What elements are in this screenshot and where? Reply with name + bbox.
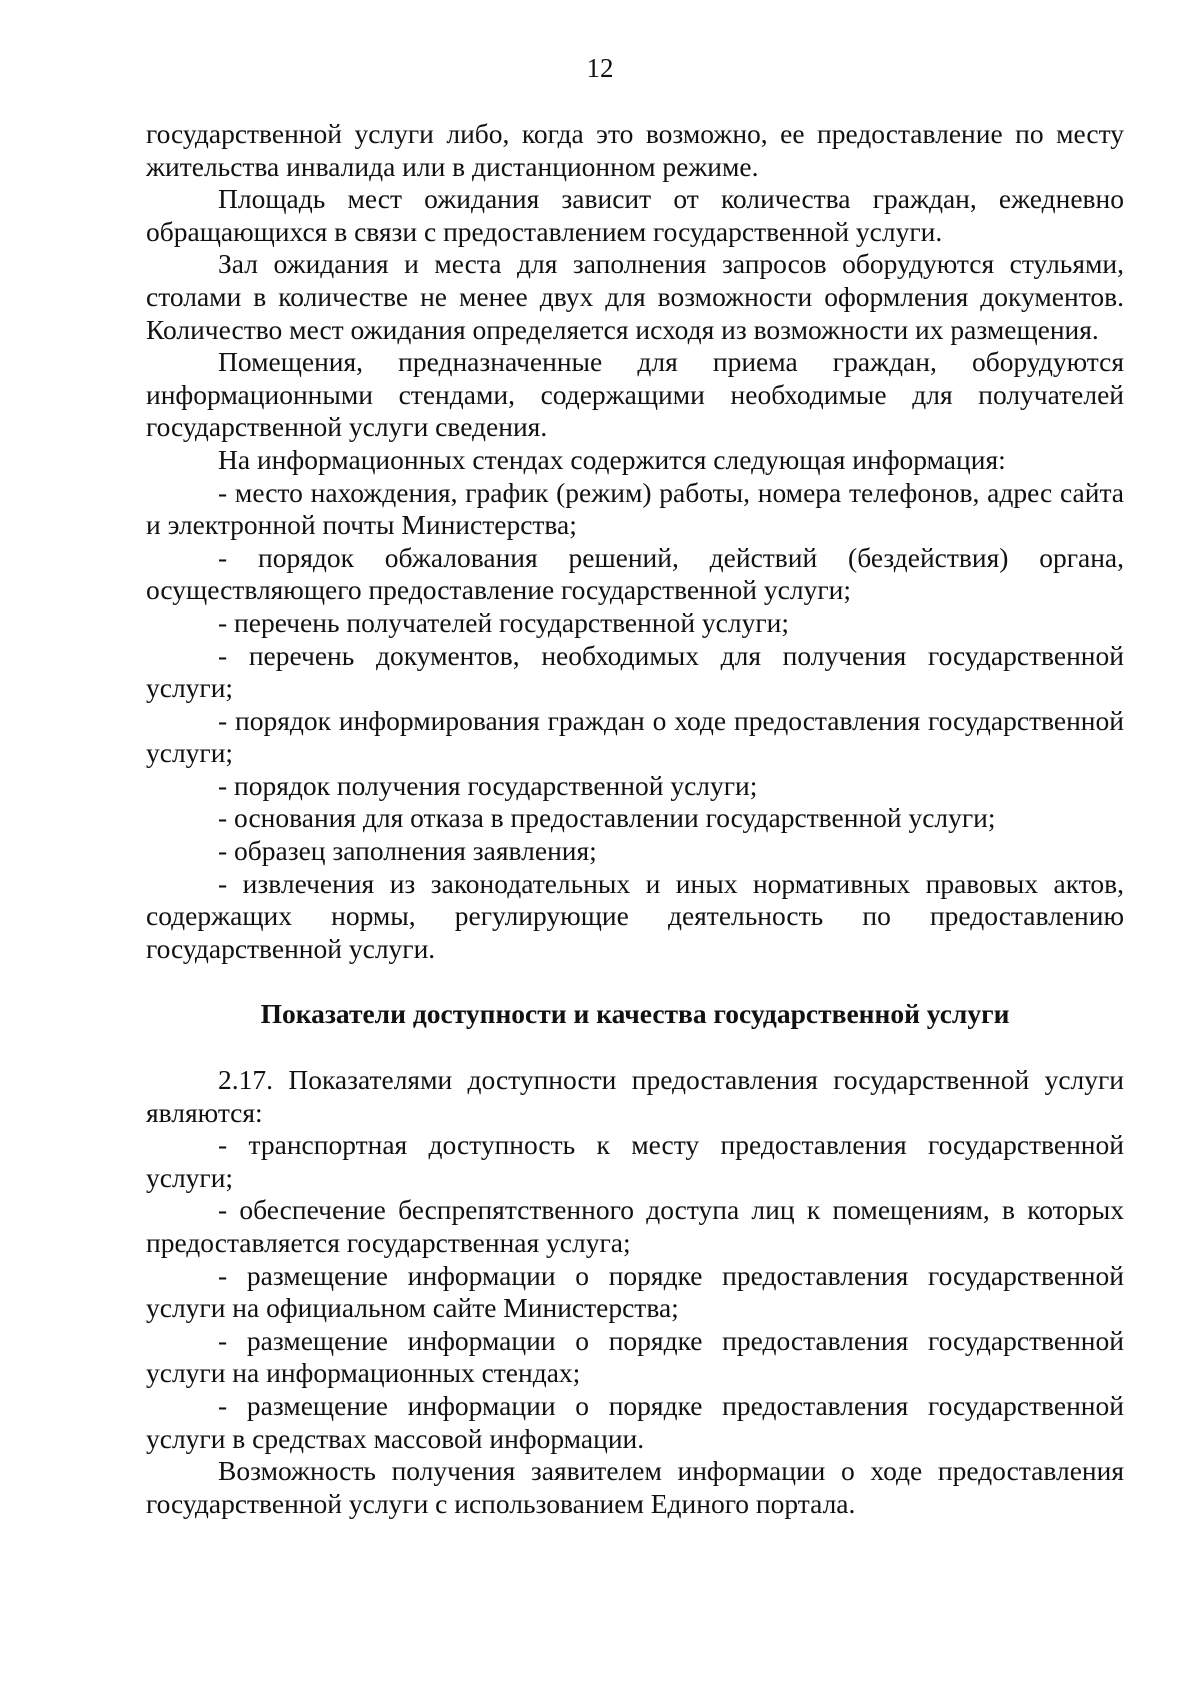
paragraph: государственной услуги либо, когда это возможно, ее предоставление по месту жительства инвалида или в дистанционном режиме. bbox=[146, 118, 1124, 182]
paragraph: - основания для отказа в предоставлении государственной услуги; bbox=[218, 802, 996, 834]
document-body bbox=[146, 118, 1124, 1520]
paragraph: Площадь мест ожидания зависит от количества граждан, ежедневно обращающихся в связи с предоставлением государственной услуги. bbox=[146, 183, 1124, 247]
paragraph: Помещения, предназначенные для приема граждан, оборудуются информационными стендами, содержащими необходимые для получателей государственной услуги сведения. bbox=[146, 346, 1124, 443]
paragraph: - перечень документов, необходимых для получения государственной услуги; bbox=[146, 639, 1124, 704]
paragraph: - порядок обжалования решений, действий (бездействия) органа, осуществляющего предоставление государственной услуги; bbox=[146, 541, 1124, 606]
page-number: 12 bbox=[586, 53, 614, 83]
paragraph: - размещение информации о порядке предоставления государственной услуги на информационных стендах; bbox=[146, 1324, 1124, 1389]
section-spacer bbox=[146, 965, 1124, 976]
paragraph: - размещение информации о порядке предоставления государственной услуги в средствах массовой информации. bbox=[146, 1389, 1124, 1454]
paragraph: Возможность получения заявителем информации о ходе предоставления государственной услуги с использованием Единого портала. bbox=[146, 1455, 1124, 1519]
paragraph: - образец заполнения заявления; bbox=[218, 835, 597, 867]
paragraph: - порядок информирования граждан о ходе предоставления государственной услуги; bbox=[146, 704, 1124, 769]
paragraph: - порядок получения государственной услуги; bbox=[218, 769, 758, 801]
paragraph: - размещение информации о порядке предоставления государственной услуги на официальном сайте Министерства; bbox=[146, 1259, 1124, 1324]
paragraph: На информационных стендах содержится следующая информация: bbox=[218, 443, 1006, 475]
section-spacer bbox=[146, 1053, 1124, 1064]
paragraph-group-after bbox=[146, 1064, 1124, 1520]
paragraph: Зал ожидания и места для заполнения запросов оборудуются стульями, столами в количестве не менее двух для возможности оформления документов. Количество мест ожидания определяется исходя из возможности их размещения. bbox=[146, 248, 1124, 345]
section-heading: Показатели доступности и качества государственной услуги bbox=[260, 998, 1010, 1030]
paragraph: - обеспечение беспрепятственного доступа лиц к помещениям, в которых предоставляется государственная услуга; bbox=[146, 1194, 1124, 1258]
paragraph: - транспортная доступность к месту предоставления государственной услуги; bbox=[146, 1129, 1124, 1193]
paragraph: - место нахождения, график (режим) работы, номера телефонов, адрес сайта и электронной почты Министерства; bbox=[146, 476, 1124, 541]
paragraph: - извлечения из законодательных и иных нормативных правовых актов, содержащих нормы, регулирующие деятельность по предоставлению государственной услуги. bbox=[146, 867, 1124, 964]
paragraph: - перечень получателей государственной услуги; bbox=[218, 606, 789, 638]
paragraph: 2.17. Показателями доступности предоставления государственной услуги являются: bbox=[146, 1064, 1124, 1128]
paragraph-group-before bbox=[146, 118, 1124, 965]
